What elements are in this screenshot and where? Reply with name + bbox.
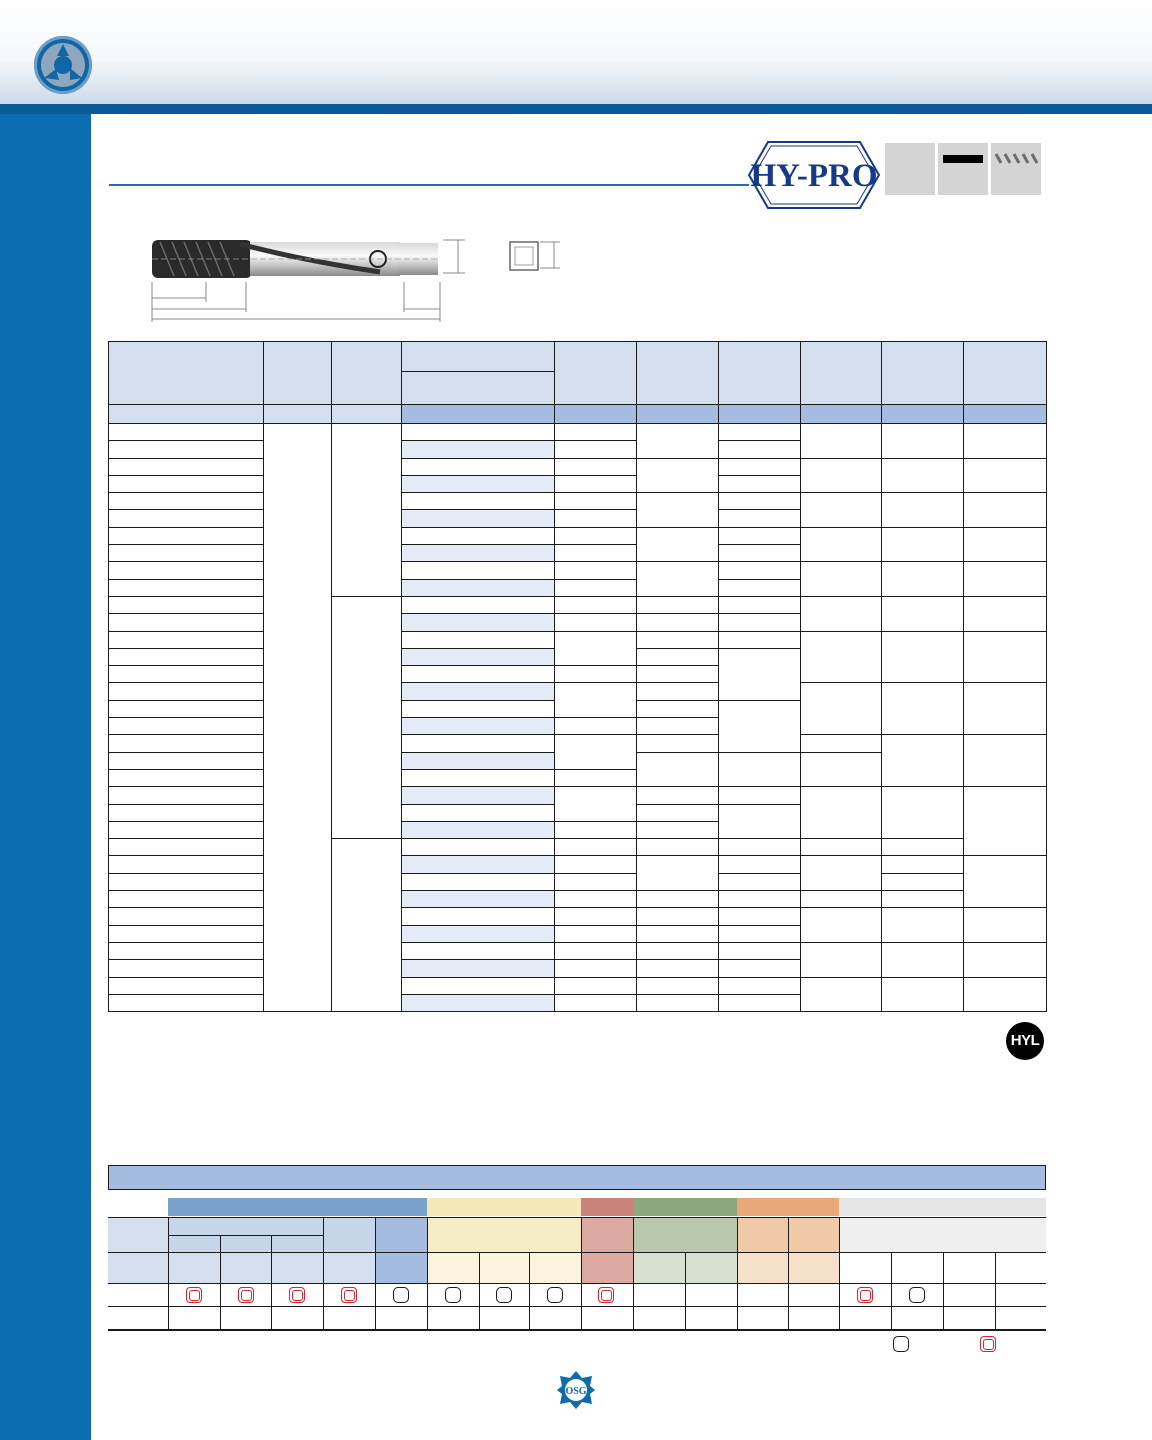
excellent-symbol: [186, 1287, 202, 1303]
panel-row-header: [108, 1217, 168, 1283]
side-band: [0, 114, 91, 1440]
excellent-symbol: [598, 1287, 614, 1303]
hypro-wordmark: HY-PRO: [750, 158, 878, 194]
product-box-bar: [938, 143, 988, 195]
subgroup-h: [839, 1217, 1046, 1252]
subgroup-c: [375, 1217, 427, 1283]
hypro-logo: [748, 141, 880, 209]
subgroup-a: [168, 1217, 323, 1235]
good-symbol: [445, 1287, 461, 1303]
legend-good-symbol: [893, 1336, 909, 1352]
excellent-symbol: [341, 1287, 357, 1303]
subgroup-e: [581, 1217, 633, 1283]
osg-logo-icon: [556, 1370, 596, 1410]
good-symbol: [496, 1287, 512, 1303]
subgroup-b: [323, 1217, 375, 1252]
hyl-badge: HYL: [1006, 1022, 1044, 1060]
header-rule: [0, 104, 1152, 114]
tap-gear-icon: [34, 36, 92, 94]
good-symbol: [909, 1287, 925, 1303]
category-hard-steel: [633, 1198, 737, 1216]
subgroup-d: [427, 1217, 581, 1252]
category-cast-iron: [581, 1198, 633, 1216]
good-symbol: [547, 1287, 563, 1303]
excellent-symbol: [857, 1287, 873, 1303]
good-symbol: [393, 1287, 409, 1303]
subgroup-a2: [168, 1235, 323, 1252]
material-panel-title-bar: [108, 1165, 1046, 1190]
excellent-symbol: [289, 1287, 305, 1303]
header-band: [0, 0, 1152, 110]
product-box-plain: [885, 143, 935, 195]
category-other: [839, 1198, 1046, 1216]
subgroup-d2: [427, 1252, 581, 1283]
category-stainless: [427, 1198, 581, 1216]
title-rule: [109, 184, 749, 186]
tap-drawing: [140, 230, 580, 330]
category-nonferrous: [737, 1198, 839, 1216]
excellent-symbol: [238, 1287, 254, 1303]
subgroup-f: [633, 1217, 737, 1252]
legend-excellent-symbol: [980, 1336, 996, 1352]
product-box-striped: [991, 143, 1041, 195]
svg-text:OSG: OSG: [565, 1386, 587, 1397]
category-steel: [168, 1198, 427, 1216]
spec-table: [108, 341, 1047, 1012]
